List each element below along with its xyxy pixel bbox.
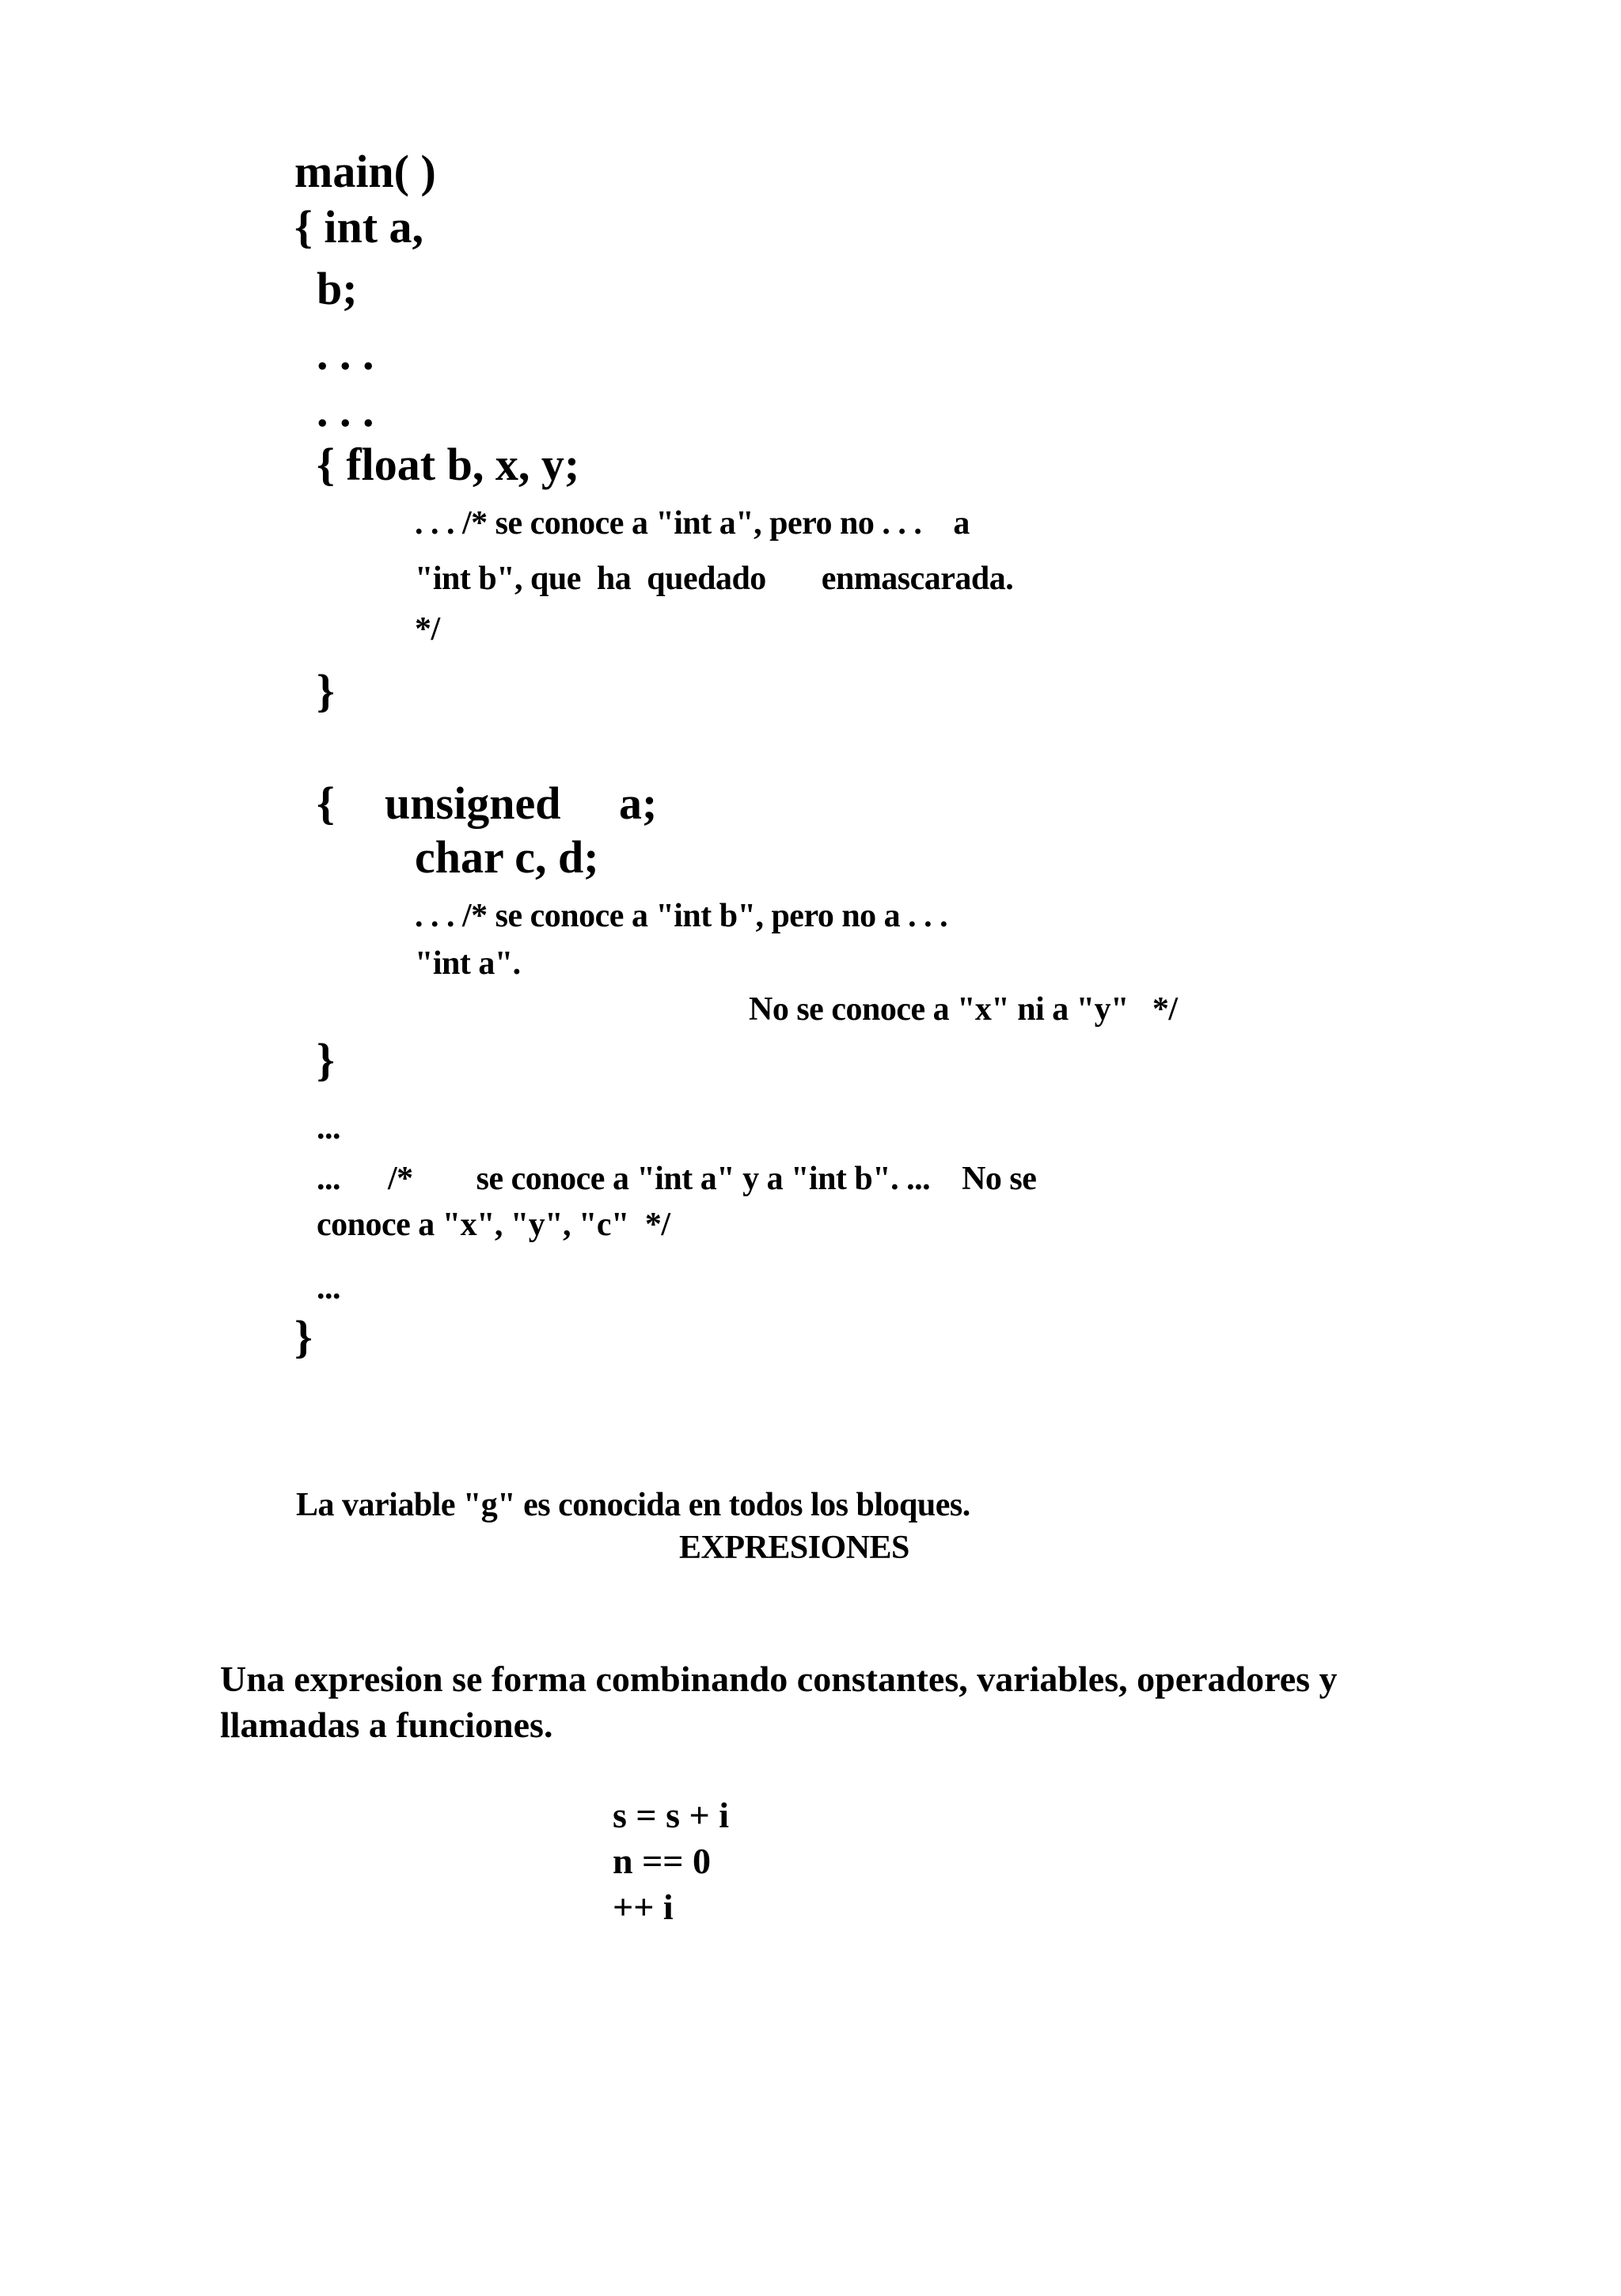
scope-note: La variable "g" es conocida en todos los bloques. [296, 1487, 970, 1523]
example-expression: s = s + i [613, 1795, 730, 1835]
comment-1-line-2: "int b", que ha quedado enmascarada. [415, 561, 1014, 597]
code-line-float: { float b, x, y; [317, 439, 580, 490]
code-line-open-brace-2: { [317, 777, 335, 829]
code-line-ellipsis-2: . . . [317, 385, 374, 436]
code-line-close-brace-2: } [317, 1034, 335, 1085]
code-line-char: char c, d; [415, 831, 599, 883]
code-line-unsigned-a: a; [619, 777, 658, 829]
code-line-close-brace-1: } [317, 665, 335, 717]
code-line-b: b; [317, 263, 358, 314]
comment-1-line-1: . . . /* se conoce a "int a", pero no . . . a [415, 505, 970, 542]
section-heading: EXPRESIONES [679, 1530, 909, 1566]
example-expression: n == 0 [613, 1841, 712, 1881]
code-line-unsigned: unsigned [385, 777, 561, 829]
comment-1-line-3: */ [415, 611, 440, 648]
code-line-ellipsis-1: . . . [317, 328, 374, 379]
code-line-main: main( ) [294, 146, 436, 197]
comment-3-line-1: ... /* se conoce a "int a" y a "int b". ... No se [317, 1161, 1037, 1197]
comment-2-line-1: . . . /* se conoce a "int b", pero no a . . . [415, 898, 948, 934]
example-expression: ++ i [613, 1887, 674, 1927]
paragraph-line-1: Una expresion se forma combinando constantes, variables, operadores y [220, 1659, 1338, 1699]
paragraph-line-2: llamadas a funciones. [220, 1705, 553, 1745]
code-line-ellipsis-3: ... [317, 1110, 340, 1146]
comment-2-line-3: No se conoce a "x" ni a "y" */ [749, 991, 1178, 1028]
code-line-close-brace-main: } [294, 1311, 313, 1363]
code-line-ellipsis-4: ... [317, 1270, 340, 1306]
code-line-int-a: { int a, [294, 201, 424, 253]
comment-3-line-2: conoce a "x", "y", "c" */ [317, 1207, 670, 1243]
comment-2-line-2: "int a". [415, 945, 521, 982]
